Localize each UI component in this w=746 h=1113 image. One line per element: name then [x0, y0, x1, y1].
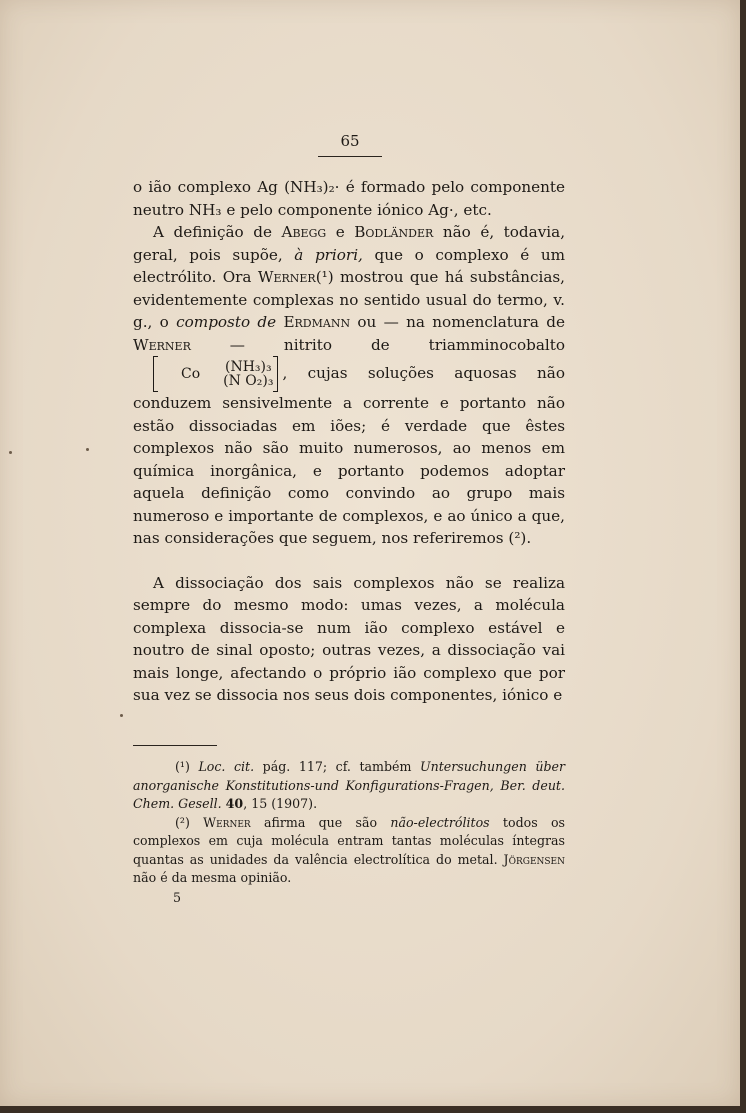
author-werner: Werner — [257, 268, 316, 286]
paper-speck — [9, 451, 12, 454]
formula-ligands — [203, 360, 273, 388]
footnote-1: (¹) Loc. cit. pág. 117; cf. também Untersuchungen über anorganische Konstitutions-und Konfigurations-Fragen, Ber. deut. Chem. Gesell. 40, 15 (1907). — [133, 759, 565, 811]
footnote-rule — [133, 745, 217, 746]
formula-bracket-left — [153, 356, 158, 392]
page-number: 65 — [318, 132, 382, 157]
main-text — [133, 176, 565, 707]
paper-speck — [86, 448, 89, 451]
italic-a-priori: à priori, — [294, 245, 363, 264]
cobalt-formula — [133, 356, 278, 392]
paragraph-1: o ião complexo Ag (NH₃)₂· é formado pelo componente neutro NH₃ e pelo componente iónico Ag·, etc. — [133, 178, 565, 219]
formula-metal: Co — [181, 366, 201, 382]
paragraph-2: A definição de Abegg e Bodländer não é, todavia, geral, pois supõe, à priori, que o complexo é um electrólito. Ora Werner(¹) mostrou que há substâncias, evidentemente complexas no sentido usual do termo, v. g., o composto de Erdmann ou — na nomenclatura de Werner — nitrito de triamminocobalto Co (NH₃)₃ (N O₂)₃ , cujas soluções aquosas não conduzem sensivelmente a corrente e portanto não estão dissociadas em iões; é verdade que êstes complexos não são muito numerosos, ao menos em química inorgânica, e portanto podemos adoptar aquela definição como convindo ao grupo mais numeroso e importante de complexos, e ao único a que, nas considerações que seguem, nos referiremos (²). — [133, 223, 566, 547]
footnotes — [133, 758, 565, 888]
author-abegg: Abegg — [281, 223, 327, 241]
formula-bottom: (N O₂)₃ — [223, 373, 274, 389]
paragraph-3: A dissociação dos sais complexos não se realiza sempre do mesmo modo: umas vezes, a molécula complexa dissocia-se num ião complexo estável e noutro de sinal oposto; outras vezes, a dissociação vai mais longe, afectando o próprio ião complexo que por sua vez se dissocia nos seus dois componentes, iónico e — [133, 573, 565, 704]
formula-bracket-right — [273, 356, 278, 392]
author-erdmann: Erdmann — [283, 313, 351, 331]
footnote-2: (²) Werner afirma que são não-electrólitos todos os complexos em cuja molécula entram tantas moléculas íntegras quantas as unidades da valência electrolítica do metal. Jörgensen não é da mesma opinião. — [133, 814, 565, 885]
paper-speck — [120, 714, 123, 717]
paragraph-2-rest: , cujas soluções aquosas não conduzem sensivelmente a corrente e portanto não estão dissociadas em iões; é verdade que êstes complexos não são muito numerosos, ao menos em química inorgânica, e portanto podemos adoptar aquela definição como convindo ao grupo mais numeroso e importante de complexos, e ao único a que, nas considerações que seguem, nos referiremos (²). — [133, 364, 565, 547]
formula-top: (NH₃)₃ — [225, 359, 272, 375]
italic-composto-de: composto de — [176, 313, 277, 331]
signature-mark: 5 — [173, 890, 182, 905]
author-werner-2: Werner — [133, 335, 191, 354]
author-bodlander: Bodländer — [354, 223, 434, 241]
